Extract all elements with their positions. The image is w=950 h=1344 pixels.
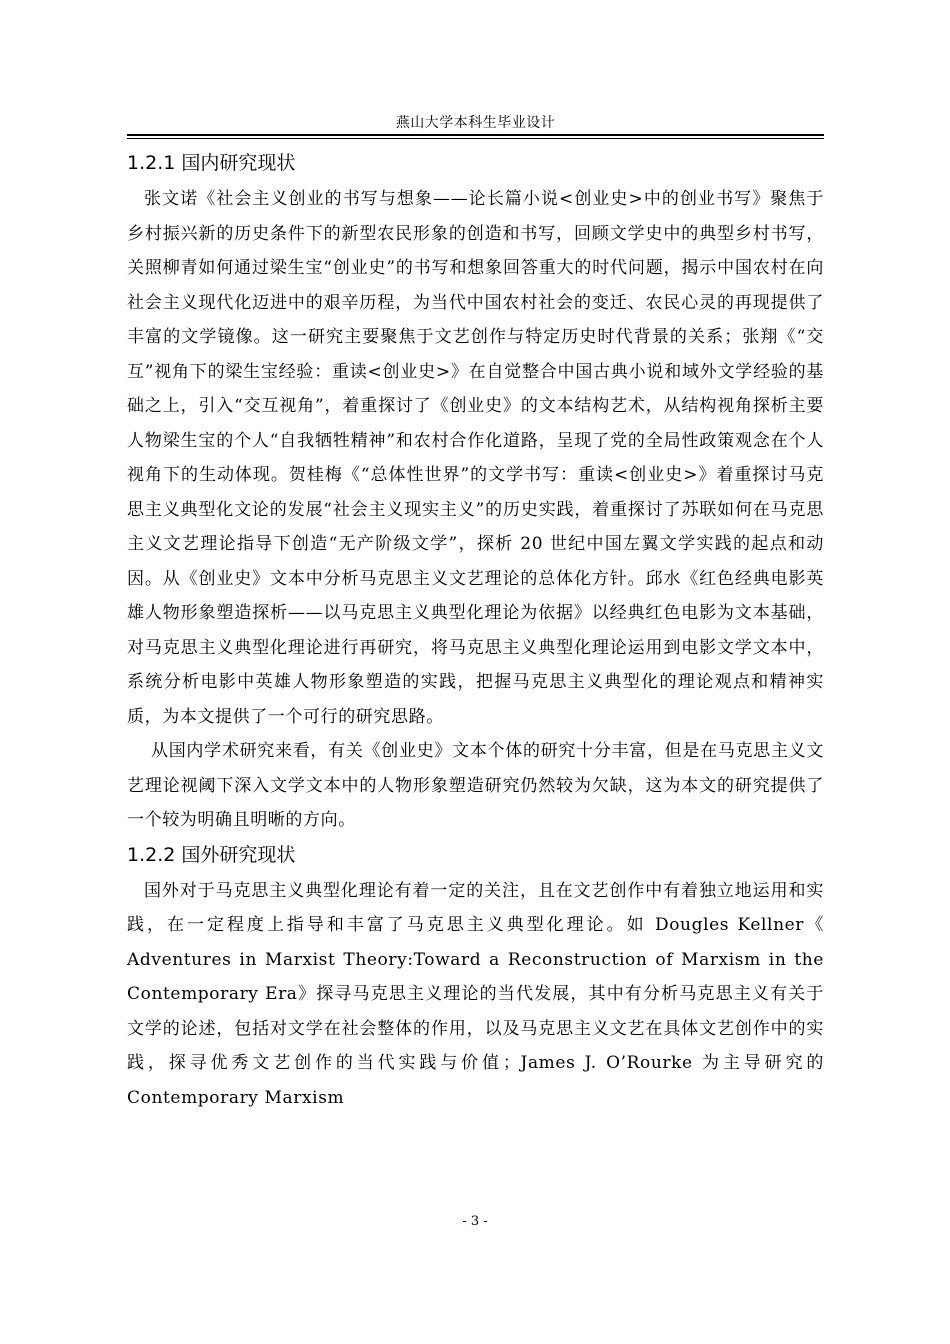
running-header: 燕山大学本科生毕业设计 bbox=[395, 115, 556, 131]
paragraph-foreign-1: 国外对于马克思主义典型化理论有着一定的关注，且在文艺创作中有着独立地运用和实践，在一定程度上指导和丰富了马克思主义典型化理论。如 Dougles Kellner《 Adventures in Marxist Theory:Toward a Reconstruction of Marxism in the Contemporary Era》探寻马克思主义理论的当代发展，其中有分析马克思主义有关于文学的论述，包括对文学在社会整体的作用，以及马克思主义文艺在具体文艺创作中的实践，探寻优秀文艺创作的当代实践与价值；James J. O’Rourke 为主导研究的 Contemporary Marxism bbox=[127, 880, 824, 1108]
section-heading-domestic: 1.2.1 国内研究现状 bbox=[127, 152, 296, 174]
paragraph-domestic-1: 张文诺《社会主义创业的书写与想象——论长篇小说<创业史>中的创业书写》聚焦于乡村振兴新的历史条件下的新型农民形象的创造和书写，回顾文学史中的典型乡村书写，关照柳青如何通过梁生宝“创业史”的书写和想象回答重大的时代问题，揭示中国农村在向社会主义现代化迈进中的艰辛历程，为当代中国农村社会的变迁、农民心灵的再现提供了丰富的文学镜像。这一研究主要聚焦于文艺创作与特定历史时代背景的关系；张翔《“交互”视角下的梁生宝经验：重读<创业史>》在自觉整合中国古典小说和域外文学经验的基础之上，引入“交互视角”，着重探讨了《创业史》的文本结构艺术，从结构视角探析主要人物梁生宝的个人“自我牺牲精神”和农村合作化道路，呈现了党的全局性政策观念在个人视角下的生动体现。贺桂梅《“总体性世界”的文学书写：重读<创业史>》着重探讨马克思主义典型化文论的发展“社会主义现实主义”的历史实践，着重探讨了苏联如何在马克思主义文艺理论指导下创造“无产阶级文学”，探析 20 世纪中国左翼文学实践的起点和动因。从《创业史》文本中分析马克思主义文艺理论的总体化方针。邱水《红色经典电影英雄人物形象塑造探析——以马克思主义典型化理论为依据》以经典红色电影为文本基础，对马克思主义典型化理论进行再研究，将马克思主义典型化理论运用到电影文学文本中，系统分析电影中英雄人物形象塑造的实践，把握马克思主义典型化的理论观点和精神实质，为本文提供了一个可行的研究思路。 bbox=[127, 189, 824, 727]
page-number: - 3 - bbox=[462, 1214, 488, 1229]
header-rule-thin bbox=[127, 138, 824, 139]
header-rule-thick bbox=[127, 134, 824, 136]
paragraph-domestic-2: 从国内学术研究来看，有关《创业史》文本个体的研究十分丰富，但是在马克思主义文艺理论视阈下深入文学文本中的人物形象塑造研究仍然较为欠缺，这为本文的研究提供了一个较为明确且明晰的方向。 bbox=[127, 741, 824, 830]
section-heading-foreign: 1.2.2 国外研究现状 bbox=[127, 843, 296, 866]
page-body bbox=[127, 146, 824, 1115]
